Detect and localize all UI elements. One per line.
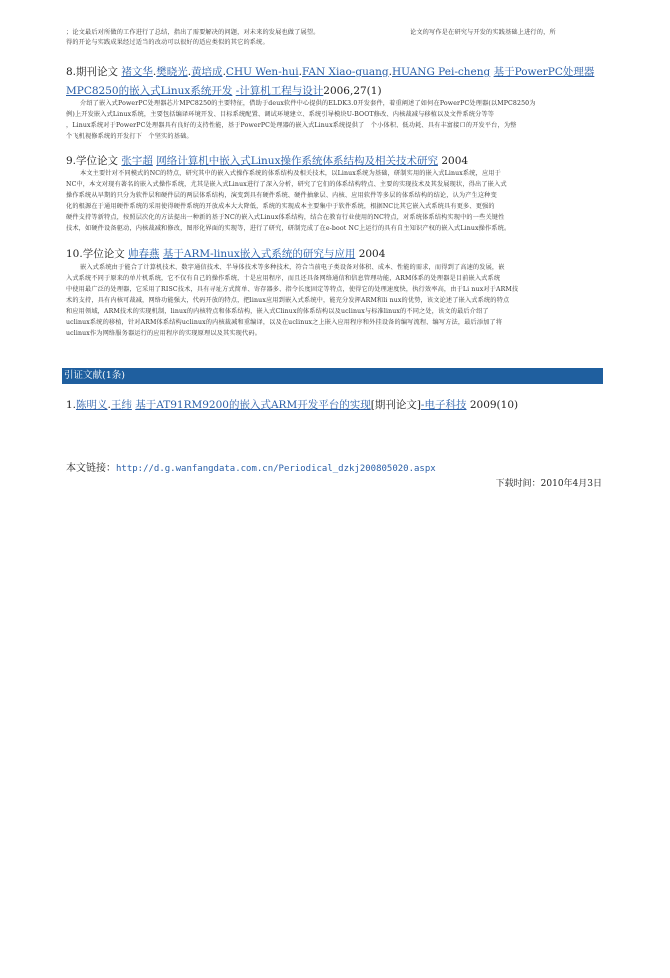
abstract-line: 中使用最广泛的处理器，它采用了RISC技术，具有寻址方式简单、寄存器多、指令长度固定等特点，使得它的处理速度快，执行效率高，由于Li nux对于ARM技 (66, 286, 519, 293)
title-link[interactable]: 网络计算机中嵌入式Linux操作系统体系结构及相关技术研究 (156, 155, 438, 167)
abstract-line: 硬件支持等新特点，按照层次化的方法提出一种新的基于NC的嵌入式Linux体系结构，结合在教育行业使用的NC特点，对系统体系结构实现中的一些关键性 (66, 214, 505, 221)
abstract-line: 例)上开发嵌入式Linux系统，主要包括编译环境开发、目标系统配置、调试环境建立、系统引导模块U-BOOT修改、内核裁减与移植以及文件系统分等等 (66, 111, 495, 118)
article-url-link[interactable]: http://d.g.wanfangdata.com.cn/Periodical_dzkj200805020.aspx (116, 464, 436, 474)
abstract-line: NC中，本文对现有著名的嵌入式操作系统，尤其是嵌入式Linux进行了深入分析，研究了它们的体系结构特点、主要的实现技术及其发展现状，得出了嵌入式 (66, 181, 507, 188)
author-link[interactable]: 褚文华 (121, 66, 153, 78)
abstract-line: 介绍了嵌入式PowerPC处理器芯片MPC8250的主要特征，借助于deux软件中心提供的ELDK3.0开发套件，着重阐述了如何在PowerPC处理器(以MPC8250为 (80, 100, 536, 107)
abstract-line: 入式系统不同于原来的单片机系统，它不仅有自己的操作系统，十是应用程序，而且还具备网络通信和信息管理功能，ARM体系的处理器是目前嵌入式系统 (66, 275, 501, 282)
author-link[interactable]: CHU Wen-hui (225, 66, 299, 78)
entry-type: 期刊论文 (76, 66, 119, 78)
journal-link[interactable]: -电子科技 (420, 399, 467, 411)
entry-number: 8. (66, 66, 77, 78)
entry-type: 学位论文 (82, 248, 125, 260)
abstract-line: 和应用领域，ARM技术的实现机制，linux的内核特点和体系结构，嵌入式Clinux的体系结构以及uclinux与标准linux的不同之处，该文的最后介绍了 (66, 308, 489, 315)
abstract-line: 化的根源在于通用硬件系统的采用使得硬件系统的开放成本大大降低，系统的实现成本主要集中于软件系统，根据NC比其它嵌入式系统具有更多、更强的 (66, 203, 495, 210)
abstract-line: 技术，如硬件设备驱动，内核裁减和修改，图形化界面的实现等，进行了研究，研制完成了在e-boot NC上运行的具有自主知识产权的嵌入式Linux操作系统。 (66, 225, 511, 232)
download-date: 2010年4月3日 (540, 479, 602, 489)
download-label: 下载时间： (495, 479, 541, 489)
author-link[interactable]: 黄培成 (191, 66, 223, 78)
author-link[interactable]: 帅春燕 (128, 248, 160, 260)
author-link[interactable]: FAN Xiao-guang (301, 66, 389, 78)
top-text-right: 论文的写作是在研究与开发的实践基础上进行的，所 (410, 29, 556, 36)
author-link[interactable]: 樊晓光 (156, 66, 188, 78)
author-link[interactable]: 陈明义 (76, 399, 108, 411)
entry-year: 2004 (358, 248, 386, 260)
top-text-left: ；论文最后对所做的工作进行了总结，指出了需要解决的问题，对未来的发展也做了展望。 (66, 29, 320, 36)
entry-type: [期刊论文] (370, 399, 421, 411)
entry-number: 10. (66, 248, 83, 260)
title-link-cont[interactable]: MPC8250的嵌入式Linux系统开发 (66, 85, 233, 97)
citing-item: 1.陈明义.王纬 基于AT91RM9200的嵌入式ARM开发平台的实现[期刊论文]-电子科技 2009(10) (66, 399, 519, 411)
title-link[interactable]: 基于AT91RM9200的嵌入式ARM开发平台的实现 (135, 399, 371, 411)
abstract-line: ，Linux系统对于PowerPC处理器具有良好的支持性能，基于PowerPC处理器的嵌入式Linux系统提供了 个小体积、低功耗、具有丰富接口的开发平台，为整 (66, 122, 517, 129)
author-link[interactable]: 张宇超 (121, 155, 153, 167)
top-text-line2: 得的开论与实践成果经过适当的改动可以很好的适应类似的其它的系统。 (66, 39, 269, 46)
abstract-line: 嵌入式系统由于能合了计算机技术、数字通信技术、半导体技术等多种技术，符合当前电子类设备对体积、成本、性能的需求，而得到了高速的发展，嵌 (80, 264, 505, 271)
article-link-label: 本文链接： (66, 463, 116, 474)
title-link[interactable]: 基于ARM-linux嵌入式系统的研究与应用 (162, 248, 356, 260)
abstract-line: 本文主要针对不同模式的NC的特点，研究其中的嵌入式操作系统的体系结构及相关技术，以Linux系统为基础，研制实用的嵌入式Linux系统，应用于 (80, 170, 501, 177)
download-time (496, 478, 602, 490)
abstract-line: 操作系统从早期的只分为软件层和硬件层的两层体系结构，演变到具有硬件系统、硬件抽象层、内核、应用软件等多层的体系结构的结论，认为产生这种变 (66, 192, 497, 199)
entry-year: 2004 (441, 155, 469, 167)
abstract-line: uclinux系统的移植，针对ARM体系结构uclinux的内核裁减和重编译，以及在uclinux之上嵌入应用程序和外挂设备的编写流程、编写方法，最后添加了将 (66, 319, 503, 326)
journal-link[interactable]: -计算机工程与设计 (235, 85, 324, 97)
abstract-line: 术的支持，具有内核可裁减，网络功能强大，代码开放的特点，把linux应用到嵌入式系统中，能充分发挥ARM和li nux的优势，该文论述了嵌入式系统的特点 (66, 297, 510, 304)
entry-year: 2009(10) (469, 399, 519, 411)
title-link[interactable]: 基于PowerPC处理器 (493, 66, 595, 78)
abstract-line: uclinux作为网络服务器运行的应用程序的实现原理以及其实现代码。 (66, 330, 262, 337)
author-link[interactable]: 王纬 (110, 399, 132, 411)
entry-number: 1. (66, 399, 77, 411)
entry-10-head (66, 247, 385, 261)
entry-year: 2006,27(1) (323, 85, 382, 97)
article-link-row (66, 462, 436, 476)
citing-section-header: 引证文献(1条) (62, 368, 603, 384)
entry-8-head-line2 (66, 84, 382, 98)
entry-number: 9. (66, 155, 77, 167)
entry-8-head: 8.期刊论文 褚文华.樊晓光.黄培成.CHU Wen-hui.FAN Xiao-guang.HUANG Pei-cheng 基于PowerPC处理器 (66, 66, 595, 78)
entry-9-head (66, 154, 468, 168)
abstract-line: 个飞机视修系统的开发打下 个坚实的基础。 (66, 133, 193, 140)
author-link[interactable]: HUANG Pei-cheng (392, 66, 491, 78)
entry-type: 学位论文 (76, 155, 119, 167)
